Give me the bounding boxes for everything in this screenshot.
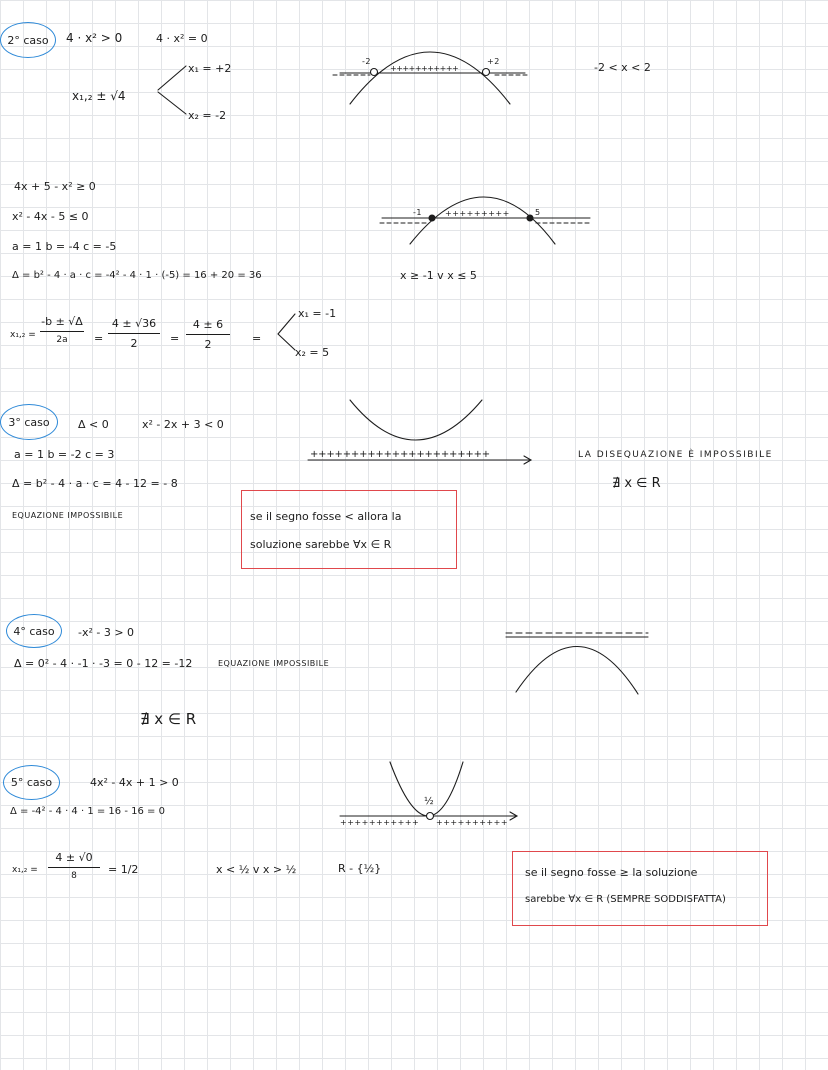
ex2-line3: a = 1 b = -4 c = -5 — [12, 240, 117, 253]
caso4-ineq: -x² - 3 > 0 — [78, 626, 135, 639]
fraction-bar — [40, 331, 84, 332]
caso3-axis-arrow — [524, 456, 531, 464]
caso4-no-x: ∄ x ∈ R — [140, 710, 197, 728]
caso5-root-point — [427, 813, 434, 820]
ex2-x1: x₁ = -1 — [298, 307, 337, 320]
ex2-line1: 4x + 5 - x² ≥ 0 — [14, 180, 96, 193]
caso2-solution: -2 < x < 2 — [594, 61, 651, 74]
caso5-f-num: 4 ± √0 — [55, 851, 93, 864]
caso2-parabola — [350, 52, 510, 104]
caso5-delta: Δ = -4² - 4 · 4 · 1 = 16 - 16 = 0 — [10, 806, 165, 817]
caso3-delta: Δ < 0 — [78, 418, 109, 431]
caso2-badge — [0, 22, 56, 58]
caso5-axis-arrow — [510, 812, 517, 820]
ex2-f2-num: 4 ± √36 — [111, 317, 157, 330]
ex2-root-left: -1 — [413, 208, 422, 217]
ex2-f3-den: 2 — [204, 338, 212, 351]
caso4-eq-imp: EQUAZIONE IMPOSSIBILE — [218, 659, 330, 668]
caso3-note-box — [241, 490, 457, 569]
caso2-branch-bracket — [158, 66, 186, 114]
caso2-x2: x₂ = -2 — [188, 109, 227, 122]
caso5-parabola — [390, 762, 463, 816]
caso5-root: ½ — [424, 796, 435, 807]
ex2-x2: x₂ = 5 — [295, 346, 330, 359]
caso2-signs: +++++++++++ — [390, 64, 459, 73]
ex2-parabola — [410, 197, 555, 244]
caso3-box-line1: se il segno fosse < allora la — [250, 510, 402, 523]
ex2-eq3: = — [252, 332, 262, 345]
caso5-f-res: = 1/2 — [108, 863, 139, 876]
ex2-root-point-left — [429, 215, 435, 221]
caso2-badge-label: 2° caso — [7, 33, 49, 47]
caso2-x1: x₁ = +2 — [188, 62, 232, 75]
caso5-signs-left: +++++++++++ — [340, 818, 420, 827]
caso2-eq: 4 · x² = 0 — [156, 32, 208, 45]
caso3-eq-imp: EQUAZIONE IMPOSSIBILE — [12, 511, 124, 520]
ex2-f2-den: 2 — [130, 337, 138, 350]
caso2-root-right: +2 — [487, 57, 500, 66]
caso5-sol: x < ½ v x > ½ — [216, 863, 297, 876]
caso2-root-point-right — [483, 69, 490, 76]
caso5-note-box — [512, 851, 768, 926]
ex2-f1-den: 2a — [56, 335, 68, 345]
ex2-branch-bracket — [278, 314, 295, 350]
caso3-no-x: ∄ x ∈ R — [612, 476, 661, 491]
fraction-bar — [48, 867, 100, 868]
caso3-signs: ++++++++++++++++++++++ — [310, 449, 490, 460]
caso5-badge-label: 5° caso — [10, 776, 53, 789]
caso5-set: R - {½} — [338, 862, 382, 875]
caso3-ineq: x² - 2x + 3 < 0 — [142, 418, 224, 431]
caso2-ineq: 4 · x² > 0 — [66, 31, 123, 45]
ex2-solution: x ≥ -1 v x ≤ 5 — [400, 269, 477, 282]
caso3-disq: LA DISEQUAZIONE È IMPOSSIBILE — [578, 450, 773, 460]
ex2-line4: Δ = b² - 4 · a · c = -4² - 4 · 1 · (-5) = 16 + 20 = 36 — [12, 270, 262, 281]
caso3-parabola — [350, 400, 482, 440]
caso2-x12: x₁,₂ ± √4 — [72, 89, 126, 103]
ex2-signs: +++++++++ — [445, 209, 510, 218]
fraction-bar — [186, 334, 230, 335]
ex2-eq2: = — [170, 332, 180, 345]
ex2-x12-label: x₁,₂ = — [10, 330, 36, 340]
caso2-root-left: -2 — [362, 57, 371, 66]
ex2-root-right: 5 — [535, 208, 541, 217]
caso3-badge-label: 3° caso — [8, 415, 50, 429]
ex2-eq1: = — [94, 332, 104, 345]
caso4-delta: Δ = 0² - 4 · -1 · -3 = 0 - 12 = -12 — [14, 657, 193, 670]
caso2-root-point-left — [371, 69, 378, 76]
caso5-fraction — [48, 851, 100, 881]
caso5-ineq: 4x² - 4x + 1 > 0 — [90, 776, 179, 789]
ex2-line2: x² - 4x - 5 ≤ 0 — [12, 210, 89, 223]
caso5-signs-right: ++++++++++ — [436, 818, 509, 827]
caso3-box-line2: soluzione sarebbe ∀x ∈ R — [250, 538, 392, 551]
caso3-abc: a = 1 b = -2 c = 3 — [14, 448, 115, 461]
caso3-delta-calc: Δ = b² - 4 · a · c = 4 - 12 = - 8 — [12, 477, 178, 490]
caso4-badge — [6, 614, 62, 648]
caso5-x12-label: x₁,₂ = — [12, 865, 38, 875]
caso5-badge — [3, 765, 60, 800]
ex2-fraction-2 — [108, 317, 160, 350]
caso3-badge — [0, 404, 58, 440]
ex2-fraction-1 — [40, 315, 84, 345]
ex2-f1-num: -b ± √Δ — [41, 315, 83, 328]
ex2-fraction-3 — [186, 318, 230, 351]
caso5-f-den: 8 — [71, 871, 77, 881]
ex2-f3-num: 4 ± 6 — [192, 318, 224, 331]
caso5-box-line2: sarebbe ∀x ∈ R (SEMPRE SODDISFATTA) — [525, 894, 726, 905]
caso5-box-line1: se il segno fosse ≥ la soluzione — [525, 866, 698, 879]
caso4-parabola — [516, 646, 638, 694]
ex2-root-point-right — [527, 215, 533, 221]
caso4-badge-label: 4° caso — [13, 624, 55, 638]
fraction-bar — [108, 333, 160, 334]
